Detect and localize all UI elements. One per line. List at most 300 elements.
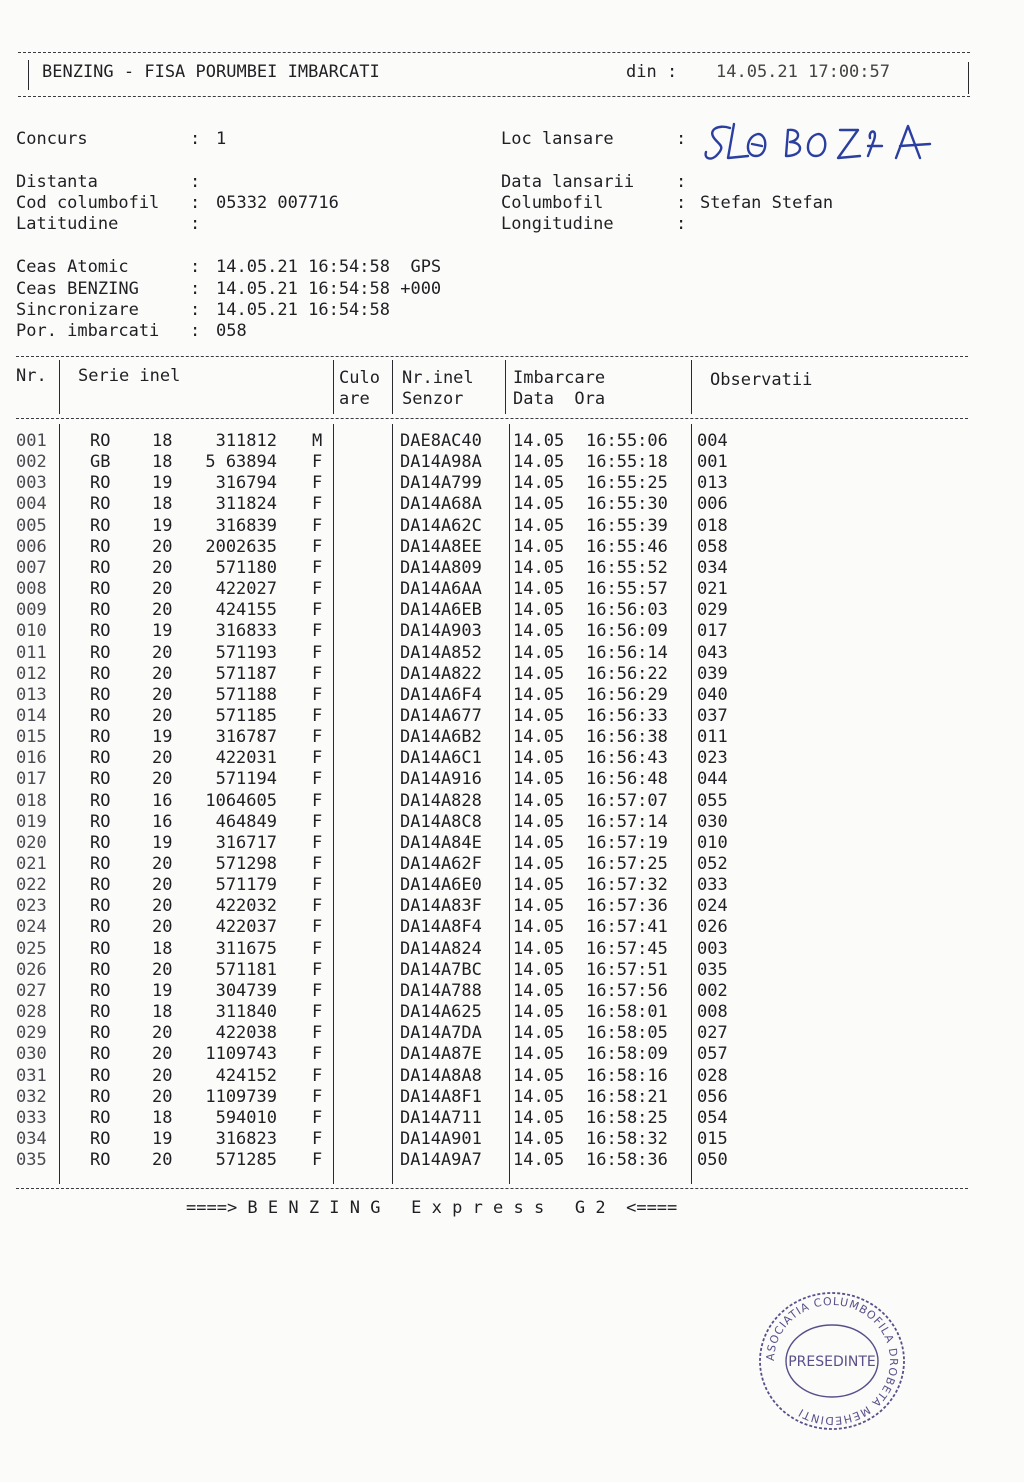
row-ring-number: 424155 xyxy=(215,600,277,621)
row-year: 20 xyxy=(152,896,173,917)
row-observatii: 043 xyxy=(697,642,728,663)
row-ring-number: 2002635 xyxy=(205,536,277,557)
row-date: 14.05 xyxy=(513,727,565,748)
row-nr: 003 xyxy=(16,473,47,494)
row-year: 20 xyxy=(152,917,173,938)
loc-lansare-label: Loc lansare xyxy=(501,129,614,149)
row-country: RO xyxy=(90,642,111,663)
table-row xyxy=(0,558,1000,579)
row-date: 14.05 xyxy=(513,790,565,811)
row-sex: F xyxy=(312,727,323,748)
row-sensor-id: DA14A6F4 xyxy=(400,684,482,705)
col-header-data-ora: Data Ora xyxy=(513,389,606,409)
row-country: RO xyxy=(90,1044,111,1065)
row-ring-number: 571179 xyxy=(215,875,277,896)
row-sex: F xyxy=(312,1023,323,1044)
row-observatii: 028 xyxy=(697,1065,728,1086)
row-ring-number: 422027 xyxy=(215,579,277,600)
row-sex: F xyxy=(312,663,323,684)
row-date: 14.05 xyxy=(513,875,565,896)
ceas-benzing-sep: : xyxy=(190,279,201,299)
row-observatii: 057 xyxy=(697,1044,728,1065)
row-country: RO xyxy=(90,1128,111,1149)
row-observatii: 004 xyxy=(697,431,728,451)
row-sex: F xyxy=(312,959,323,980)
row-year: 19 xyxy=(152,832,173,853)
row-nr: 015 xyxy=(16,727,47,748)
header-bottom-border xyxy=(18,96,970,97)
row-sensor-id: DA14A84E xyxy=(400,832,482,853)
row-country: GB xyxy=(90,452,111,473)
row-sex: F xyxy=(312,1002,323,1023)
row-nr: 002 xyxy=(16,452,47,473)
row-time: 16:56:38 xyxy=(586,727,668,748)
row-year: 19 xyxy=(152,473,173,494)
col-header-culo: Culo xyxy=(339,368,380,388)
row-country: RO xyxy=(90,748,111,769)
row-nr: 031 xyxy=(16,1065,47,1086)
latitudine-sep: : xyxy=(190,214,201,234)
table-row xyxy=(0,727,1000,748)
concurs-sep: : xyxy=(190,129,211,149)
col-sep-imbarcare-head xyxy=(691,360,692,414)
row-sex: F xyxy=(312,980,323,1001)
row-year: 20 xyxy=(152,875,173,896)
ceas-benzing-value: 14.05.21 16:54:58 +000 xyxy=(216,279,442,299)
latitudine-label: Latitudine xyxy=(16,214,119,234)
row-date: 14.05 xyxy=(513,1044,565,1065)
row-time: 16:58:09 xyxy=(586,1044,668,1065)
row-sensor-id: DA14A62F xyxy=(400,854,482,874)
row-time: 16:58:16 xyxy=(586,1065,668,1086)
table-row xyxy=(0,960,1000,981)
row-nr: 035 xyxy=(16,1150,47,1171)
row-ring-number: 1109743 xyxy=(205,1044,277,1065)
row-sex: F xyxy=(312,1044,323,1065)
row-ring-number: 311840 xyxy=(215,1002,277,1023)
table-row xyxy=(0,896,1000,917)
row-sensor-id: DA14A828 xyxy=(400,790,482,811)
data-lansarii-sep: : xyxy=(676,172,687,192)
row-observatii: 017 xyxy=(697,621,728,642)
table-row xyxy=(0,1108,1000,1129)
row-observatii: 044 xyxy=(697,769,728,790)
row-year: 20 xyxy=(152,579,173,600)
row-sex: F xyxy=(312,600,323,621)
row-time: 16:57:56 xyxy=(586,980,668,1001)
table-row xyxy=(0,452,1000,473)
row-observatii: 050 xyxy=(697,1150,728,1171)
row-time: 16:55:06 xyxy=(586,431,668,451)
row-date: 14.05 xyxy=(513,579,565,600)
row-sex: F xyxy=(312,790,323,811)
col-header-serie-inel: Serie inel xyxy=(78,366,181,386)
row-date: 14.05 xyxy=(513,1107,565,1128)
row-date: 14.05 xyxy=(513,1065,565,1086)
row-date: 14.05 xyxy=(513,1128,565,1149)
row-ring-number: 1109739 xyxy=(205,1086,277,1107)
row-date: 14.05 xyxy=(513,452,565,473)
row-sensor-id: DA14A62C xyxy=(400,515,482,536)
row-sensor-id: DA14A9A7 xyxy=(400,1150,482,1171)
row-nr: 032 xyxy=(16,1086,47,1107)
row-time: 16:58:05 xyxy=(586,1023,668,1044)
row-time: 16:57:51 xyxy=(586,959,668,980)
row-year: 20 xyxy=(152,1044,173,1065)
row-sensor-id: DA14A677 xyxy=(400,705,482,726)
row-date: 14.05 xyxy=(513,705,565,726)
row-ring-number: 1064605 xyxy=(205,790,277,811)
row-sensor-id: DA14A68A xyxy=(400,494,482,515)
row-sex: F xyxy=(312,917,323,938)
row-time: 16:55:39 xyxy=(586,515,668,536)
row-ring-number: 571193 xyxy=(215,642,277,663)
table-row xyxy=(0,1087,1000,1108)
row-sensor-id: DA14A799 xyxy=(400,473,482,494)
row-country: RO xyxy=(90,579,111,600)
row-nr: 013 xyxy=(16,684,47,705)
row-ring-number: 424152 xyxy=(215,1065,277,1086)
row-country: RO xyxy=(90,1150,111,1171)
row-sensor-id: DA14A6E0 xyxy=(400,875,482,896)
row-sensor-id: DAE8AC40 xyxy=(400,431,482,451)
row-sex: F xyxy=(312,811,323,832)
row-time: 16:58:01 xyxy=(586,1002,668,1023)
row-country: RO xyxy=(90,959,111,980)
row-sex: F xyxy=(312,579,323,600)
row-ring-number: 571185 xyxy=(215,705,277,726)
row-country: RO xyxy=(90,473,111,494)
row-sensor-id: DA14A6EB xyxy=(400,600,482,621)
row-nr: 004 xyxy=(16,494,47,515)
row-country: RO xyxy=(90,663,111,684)
col-header-senzor: Senzor xyxy=(402,389,464,409)
distanta-sep: : xyxy=(190,172,201,192)
row-sensor-id: DA14A83F xyxy=(400,896,482,917)
row-sex: F xyxy=(312,875,323,896)
table-row xyxy=(0,494,1000,515)
row-ring-number: 316717 xyxy=(215,832,277,853)
row-ring-number: 316823 xyxy=(215,1128,277,1149)
row-time: 16:55:25 xyxy=(586,473,668,494)
columbofil-value: Stefan Stefan xyxy=(700,193,834,213)
row-ring-number: 422032 xyxy=(215,896,277,917)
row-country: RO xyxy=(90,1107,111,1128)
row-date: 14.05 xyxy=(513,980,565,1001)
row-sensor-id: DA14A824 xyxy=(400,938,482,959)
row-sex: F xyxy=(312,515,323,536)
row-date: 14.05 xyxy=(513,1023,565,1044)
row-nr: 014 xyxy=(16,705,47,726)
row-date: 14.05 xyxy=(513,536,565,557)
svg-text:ASOCIATIA COLUMBOFILA DROBETA: ASOCIATIA COLUMBOFILA DROBETA MEHEDINTI xyxy=(763,1294,901,1428)
row-country: RO xyxy=(90,896,111,917)
row-observatii: 002 xyxy=(697,980,728,1001)
row-sex: F xyxy=(312,1150,323,1171)
por-imbarcati-sep: : xyxy=(190,321,201,341)
row-country: RO xyxy=(90,684,111,705)
footer-banner: ====> B E N Z I N G E x p r e s s G 2 <==== xyxy=(186,1198,678,1218)
row-ring-number: 464849 xyxy=(215,811,277,832)
row-observatii: 033 xyxy=(697,875,728,896)
table-row xyxy=(0,1044,1000,1065)
row-sex: F xyxy=(312,748,323,769)
columbofil-label: Columbofil xyxy=(501,193,604,213)
row-country: RO xyxy=(90,431,111,451)
row-sensor-id: DA14A788 xyxy=(400,980,482,1001)
row-time: 16:57:14 xyxy=(586,811,668,832)
row-year: 20 xyxy=(152,959,173,980)
row-sex: F xyxy=(312,769,323,790)
row-country: RO xyxy=(90,705,111,726)
row-ring-number: 422037 xyxy=(215,917,277,938)
row-sex: F xyxy=(312,1086,323,1107)
table-header-bottom-border xyxy=(16,418,968,419)
row-date: 14.05 xyxy=(513,832,565,853)
row-observatii: 035 xyxy=(697,959,728,980)
row-ring-number: 316839 xyxy=(215,515,277,536)
row-ring-number: 304739 xyxy=(215,980,277,1001)
row-nr: 012 xyxy=(16,663,47,684)
row-country: RO xyxy=(90,494,111,515)
ceas-atomic-label: Ceas Atomic xyxy=(16,257,129,277)
row-ring-number: 571194 xyxy=(215,769,277,790)
row-country: RO xyxy=(90,536,111,557)
header-top-border xyxy=(18,52,970,53)
row-nr: 010 xyxy=(16,621,47,642)
row-country: RO xyxy=(90,557,111,578)
row-sensor-id: DA14A822 xyxy=(400,663,482,684)
row-nr: 028 xyxy=(16,1002,47,1023)
row-sensor-id: DA14A8EE xyxy=(400,536,482,557)
row-sensor-id: DA14A901 xyxy=(400,1128,482,1149)
loc-lansare-sep: : xyxy=(676,129,687,149)
row-ring-number: 571187 xyxy=(215,663,277,684)
table-row xyxy=(0,643,1000,664)
row-country: RO xyxy=(90,769,111,790)
table-row xyxy=(0,473,1000,494)
cod-columbofil-sep: : xyxy=(190,193,201,213)
row-date: 14.05 xyxy=(513,811,565,832)
row-observatii: 058 xyxy=(697,536,728,557)
row-ring-number: 316787 xyxy=(215,727,277,748)
row-sensor-id: DA14A903 xyxy=(400,621,482,642)
row-sex: F xyxy=(312,473,323,494)
row-time: 16:55:30 xyxy=(586,494,668,515)
row-observatii: 011 xyxy=(697,727,728,748)
row-year: 19 xyxy=(152,515,173,536)
row-date: 14.05 xyxy=(513,748,565,769)
row-nr: 011 xyxy=(16,642,47,663)
distanta-label: Distanta xyxy=(16,172,98,192)
row-sex: F xyxy=(312,621,323,642)
row-nr: 006 xyxy=(16,536,47,557)
row-ring-number: 311675 xyxy=(215,938,277,959)
association-stamp xyxy=(752,1286,912,1436)
row-time: 16:57:19 xyxy=(586,832,668,853)
row-nr: 005 xyxy=(16,515,47,536)
row-year: 20 xyxy=(152,1150,173,1171)
row-nr: 018 xyxy=(16,790,47,811)
row-observatii: 037 xyxy=(697,705,728,726)
table-row xyxy=(0,875,1000,896)
row-sex: M xyxy=(312,431,323,451)
row-ring-number: 594010 xyxy=(215,1107,277,1128)
row-time: 16:57:45 xyxy=(586,938,668,959)
row-year: 20 xyxy=(152,769,173,790)
row-observatii: 021 xyxy=(697,579,728,600)
row-time: 16:57:36 xyxy=(586,896,668,917)
row-date: 14.05 xyxy=(513,642,565,663)
header-right-border xyxy=(968,62,969,94)
columbofil-sep: : xyxy=(676,193,687,213)
row-year: 20 xyxy=(152,854,173,874)
row-ring-number: 311812 xyxy=(215,431,277,451)
cod-columbofil-value: 05332 007716 xyxy=(216,193,339,213)
row-country: RO xyxy=(90,621,111,642)
col-header-nr: Nr. xyxy=(16,366,47,386)
document-title: BENZING - FISA PORUMBEI IMBARCATI xyxy=(42,62,380,82)
row-observatii: 010 xyxy=(697,832,728,853)
longitudine-label: Longitudine xyxy=(501,214,614,234)
row-nr: 008 xyxy=(16,579,47,600)
row-country: RO xyxy=(90,1023,111,1044)
row-nr: 017 xyxy=(16,769,47,790)
table-row xyxy=(0,1150,1000,1171)
row-observatii: 029 xyxy=(697,600,728,621)
row-sensor-id: DA14A87E xyxy=(400,1044,482,1065)
row-sensor-id: DA14A809 xyxy=(400,557,482,578)
row-time: 16:56:43 xyxy=(586,748,668,769)
concurs-label: Concurs xyxy=(16,129,88,149)
row-nr: 027 xyxy=(16,980,47,1001)
din-label: din : xyxy=(626,62,678,82)
row-nr: 033 xyxy=(16,1107,47,1128)
table-row xyxy=(0,621,1000,642)
data-lansarii-label: Data lansarii xyxy=(501,172,635,192)
row-year: 20 xyxy=(152,557,173,578)
row-year: 20 xyxy=(152,663,173,684)
row-year: 20 xyxy=(152,748,173,769)
row-sex: F xyxy=(312,938,323,959)
row-time: 16:58:36 xyxy=(586,1150,668,1171)
row-nr: 034 xyxy=(16,1128,47,1149)
table-row xyxy=(0,664,1000,685)
row-time: 16:55:46 xyxy=(586,536,668,557)
row-nr: 030 xyxy=(16,1044,47,1065)
row-ring-number: 571188 xyxy=(215,684,277,705)
row-year: 20 xyxy=(152,1086,173,1107)
row-date: 14.05 xyxy=(513,917,565,938)
row-date: 14.05 xyxy=(513,896,565,917)
row-nr: 026 xyxy=(16,959,47,980)
row-date: 14.05 xyxy=(513,684,565,705)
row-sex: F xyxy=(312,1128,323,1149)
row-nr: 025 xyxy=(16,938,47,959)
row-sensor-id: DA14A916 xyxy=(400,769,482,790)
row-sensor-id: DA14A6C1 xyxy=(400,748,482,769)
row-date: 14.05 xyxy=(513,1002,565,1023)
cod-columbofil-label: Cod columbofil xyxy=(16,193,160,213)
col-sep-senzor-head xyxy=(505,360,506,414)
sincronizare-value: 14.05.21 16:54:58 xyxy=(216,300,390,320)
row-year: 16 xyxy=(152,790,173,811)
row-date: 14.05 xyxy=(513,600,565,621)
row-time: 16:57:07 xyxy=(586,790,668,811)
row-country: RO xyxy=(90,854,111,874)
table-row xyxy=(0,1066,1000,1087)
table-row xyxy=(0,516,1000,537)
row-sensor-id: DA14A7BC xyxy=(400,959,482,980)
header-left-border xyxy=(28,60,29,90)
row-year: 20 xyxy=(152,1023,173,1044)
row-nr: 001 xyxy=(16,431,47,451)
row-country: RO xyxy=(90,832,111,853)
row-year: 20 xyxy=(152,536,173,557)
row-date: 14.05 xyxy=(513,663,565,684)
table-row xyxy=(0,600,1000,621)
row-ring-number: 571181 xyxy=(215,959,277,980)
row-time: 16:57:41 xyxy=(586,917,668,938)
col-header-observatii: Observatii xyxy=(710,370,813,390)
row-observatii: 024 xyxy=(697,896,728,917)
table-row xyxy=(0,769,1000,790)
row-sex: F xyxy=(312,494,323,515)
col-sep-culo-head xyxy=(392,360,393,414)
row-time: 16:56:48 xyxy=(586,769,668,790)
por-imbarcati-label: Por. imbarcati xyxy=(16,321,160,341)
row-sensor-id: DA14A8C8 xyxy=(400,811,482,832)
col-header-are: are xyxy=(339,389,370,409)
row-date: 14.05 xyxy=(513,621,565,642)
row-country: RO xyxy=(90,938,111,959)
row-time: 16:58:25 xyxy=(586,1107,668,1128)
row-year: 16 xyxy=(152,811,173,832)
row-observatii: 013 xyxy=(697,473,728,494)
row-observatii: 052 xyxy=(697,854,728,874)
row-country: RO xyxy=(90,727,111,748)
table-row xyxy=(0,1002,1000,1023)
sincronizare-sep: : xyxy=(190,300,201,320)
table-row xyxy=(0,917,1000,938)
col-sep-nr-head xyxy=(59,360,60,414)
row-ring-number: 311824 xyxy=(215,494,277,515)
row-country: RO xyxy=(90,1065,111,1086)
row-year: 18 xyxy=(152,1107,173,1128)
row-time: 16:56:29 xyxy=(586,684,668,705)
row-nr: 022 xyxy=(16,875,47,896)
longitudine-sep: : xyxy=(676,214,687,234)
row-year: 18 xyxy=(152,494,173,515)
row-date: 14.05 xyxy=(513,1086,565,1107)
row-time: 16:56:33 xyxy=(586,705,668,726)
row-nr: 020 xyxy=(16,832,47,853)
row-ring-number: 422031 xyxy=(215,748,277,769)
table-row xyxy=(0,791,1000,812)
row-time: 16:56:14 xyxy=(586,642,668,663)
row-date: 14.05 xyxy=(513,515,565,536)
row-nr: 029 xyxy=(16,1023,47,1044)
row-ring-number: 5 63894 xyxy=(205,452,277,473)
row-ring-number: 571298 xyxy=(215,854,277,874)
row-sex: F xyxy=(312,1065,323,1086)
row-observatii: 026 xyxy=(697,917,728,938)
ceas-atomic-value: 14.05.21 16:54:58 GPS xyxy=(216,257,442,277)
row-sex: F xyxy=(312,1107,323,1128)
table-row xyxy=(0,812,1000,833)
row-year: 18 xyxy=(152,452,173,473)
row-date: 14.05 xyxy=(513,431,565,451)
